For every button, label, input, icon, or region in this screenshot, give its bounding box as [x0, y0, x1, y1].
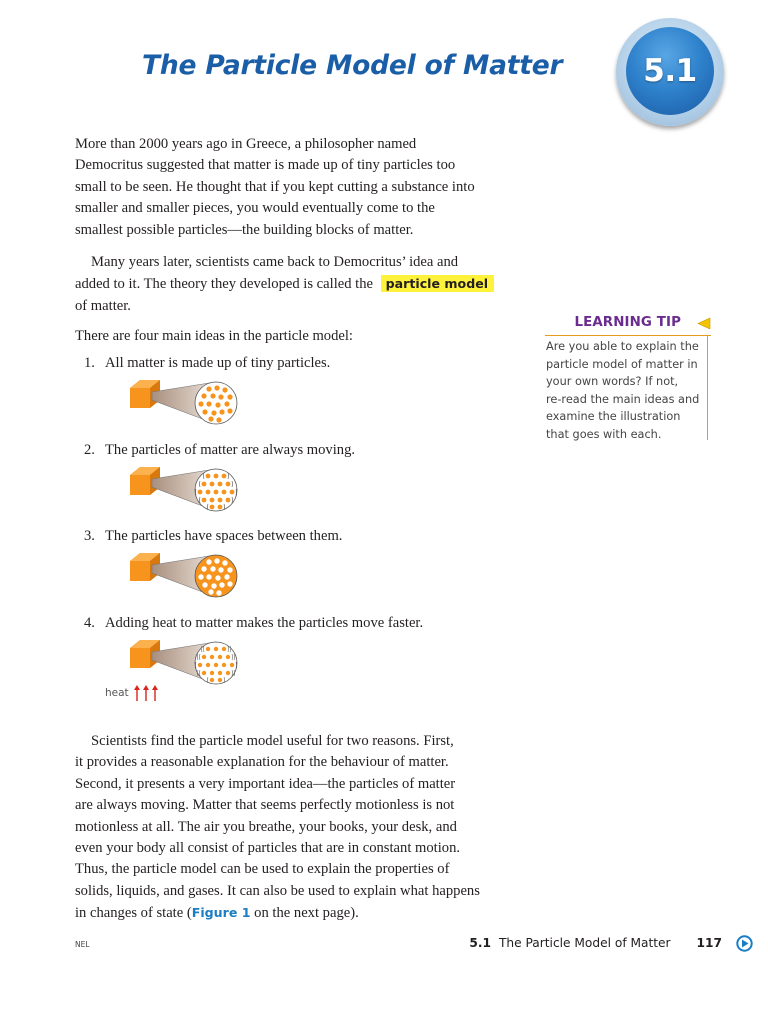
page-footer: [469, 936, 722, 950]
idea-text: All matter is made up of tiny particles.: [105, 355, 331, 371]
heat-arrows-icon: [133, 684, 159, 701]
tip-line: re-read the main ideas and: [546, 392, 700, 406]
page-number: 117: [696, 936, 722, 950]
tip-line: particle model of matter in: [546, 357, 698, 371]
page-title: The Particle Model of Matter: [142, 50, 563, 81]
text-line: of matter.: [75, 297, 131, 314]
idea-item-4: [84, 615, 423, 632]
text-line: There are four main ideas in the particle model:: [75, 328, 353, 344]
idea-item-2: [84, 442, 355, 459]
learning-tip-title: LEARNING TIP: [574, 315, 681, 330]
idea-item-3: [84, 528, 342, 545]
idea-number: 3.: [84, 528, 95, 544]
section-badge-disc: [626, 27, 714, 115]
text-line: motionless at all. The air you breathe, your books, your desk, and: [75, 818, 457, 835]
text-line: solids, liquids, and gases. It can also be used to explain what happens: [75, 882, 480, 899]
idea-text: The particles have spaces between them.: [105, 528, 343, 544]
section-number: 5.1: [643, 53, 697, 89]
key-term-particle-model[interactable]: particle model: [381, 275, 494, 292]
section-badge: [616, 18, 724, 126]
text-line: smallest possible particles—the building blocks of matter.: [75, 221, 414, 238]
text-line: [75, 902, 535, 924]
text-line: are always moving. Matter that seems perfectly motionless is not: [75, 797, 455, 814]
text-fragment: in changes of state (: [75, 905, 192, 922]
text-line: Democritus suggested that matter is made up of tiny particles too: [75, 157, 456, 174]
text-line: smaller and smaller pieces, you would eventually come to the: [75, 200, 435, 217]
figure-1-link[interactable]: Figure 1: [191, 905, 251, 921]
publisher-mark: NEL: [75, 940, 90, 949]
text-line: Scientists find the particle model useful for two reasons. First,: [91, 733, 454, 749]
text-line: even your body all consist of particles that are in constant motion.: [75, 840, 461, 857]
idea-text: Adding heat to matter makes the particles move faster.: [105, 615, 424, 631]
footer-section-title: The Particle Model of Matter: [498, 936, 671, 950]
particle-illustration-1: [120, 380, 240, 428]
intro-paragraph-3: [75, 326, 535, 347]
text-line: it provides a reasonable explanation for the behaviour of matter.: [75, 754, 449, 771]
tip-line: examine the illustration: [546, 410, 681, 424]
text-line: Thus, the particle model can be used to explain the properties of: [75, 861, 450, 878]
text-line: Many years later, scientists came back to Democritus’ idea and: [91, 254, 459, 270]
idea-item-1: [84, 355, 330, 372]
idea-number: 4.: [84, 615, 95, 631]
heat-label: heat: [105, 687, 129, 699]
intro-paragraph-1: [75, 134, 535, 241]
tip-divider: [545, 335, 711, 336]
intro-paragraph-2: [75, 252, 535, 317]
text-line: [75, 273, 535, 295]
learning-tip-box: [545, 314, 711, 440]
text-fragment: on the next page).: [250, 905, 359, 922]
idea-text: The particles of matter are always moving.: [105, 442, 356, 458]
text-fragment: added to it. The theory they developed is called the: [75, 276, 373, 293]
text-line: More than 2000 years ago in Greece, a philosopher named: [75, 136, 417, 152]
particle-illustration-3: [120, 553, 240, 601]
particle-illustration-4: [120, 640, 240, 688]
idea-number: 1.: [84, 355, 95, 371]
footer-section-number: 5.1: [469, 936, 491, 950]
triangle-pointer-icon: [697, 317, 711, 330]
particle-illustration-2: [120, 467, 240, 515]
tip-line: that goes with each.: [546, 427, 662, 441]
tip-line: your own words? If not,: [546, 375, 679, 389]
conclusion-paragraph: [75, 731, 535, 925]
tip-border: [707, 335, 708, 440]
tip-line: Are you able to explain the: [546, 340, 699, 353]
learning-tip-text: [546, 338, 706, 444]
text-line: small to be seen. He thought that if you kept cutting a substance into: [75, 178, 475, 195]
next-page-icon[interactable]: [736, 935, 753, 952]
text-line: Second, it presents a very important idea—the particles of matter: [75, 775, 456, 792]
idea-number: 2.: [84, 442, 95, 458]
